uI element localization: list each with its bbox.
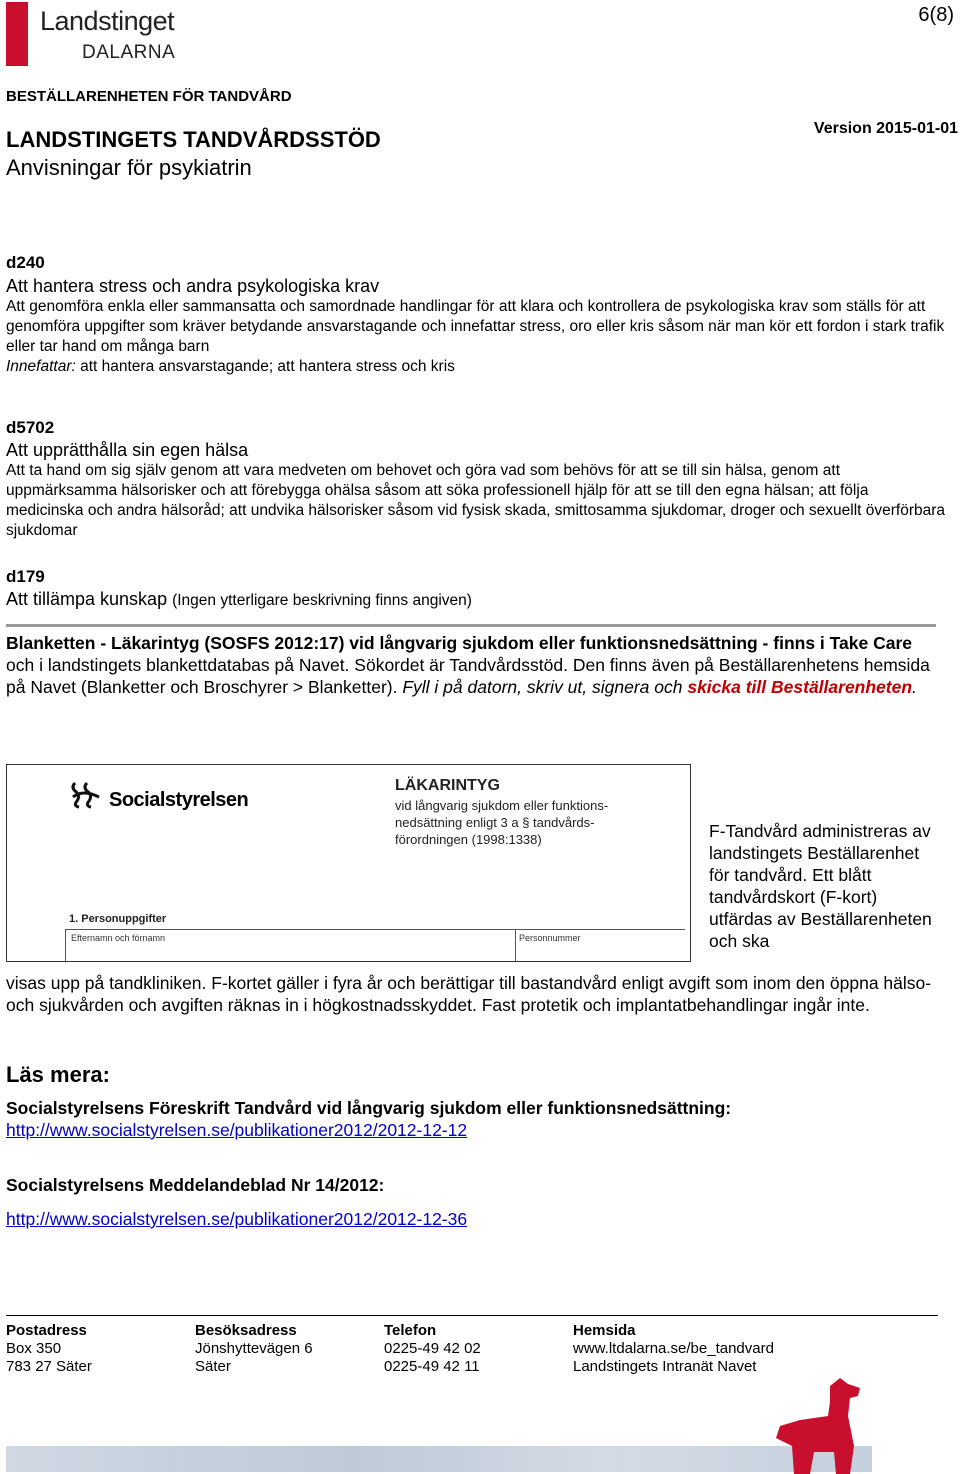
socialstyrelsen-logo-icon [69, 779, 103, 809]
f-tandvard-text: F-Tandvård administreras av landstingets Beställarenhet för tandvård. Ett blått tandvårdskort (F-kort) utfärdas av Beställarenheten och ska [709, 821, 932, 951]
unit-name: BESTÄLLARENHETEN FÖR TANDVÅRD [6, 88, 292, 105]
form-rule [65, 929, 685, 930]
footer-line: Landstingets Intranät Navet [573, 1358, 757, 1375]
includes-text: att hantera ansvarstagande; att hantera stress och kris [75, 358, 455, 375]
divider [6, 624, 936, 627]
form-field-label: Efternamn och förnamn [71, 933, 166, 943]
section-text: Att genomföra enkla eller sammansatta och samordnade handlingar för att klara och kontrollera de psykologiska krav som ställs för att genomföra uppgifter som kräver betydande ansvarstagande och innefattar stress, oro eller kris såsom när man kör ett fordon i stark trafik eller tar hand om många barn [6, 298, 945, 355]
page-number: 6(8) [918, 4, 954, 26]
form-section-title: 1. Personuppgifter [69, 913, 167, 925]
footer-visit [195, 1322, 313, 1376]
document-title: LANDSTINGETS TANDVÅRDSSTÖD [6, 127, 381, 152]
logo-name: Landstinget [40, 6, 175, 36]
socialstyrelsen-name: Socialstyrelsen [109, 789, 249, 811]
footer-postal [6, 1322, 92, 1376]
logo-region: DALARNA [82, 42, 176, 63]
footer-heading: Hemsida [573, 1322, 636, 1339]
section-code: d179 [6, 567, 45, 586]
footer-phone [384, 1322, 481, 1376]
section-description: Att ta hand om sig själv genom att vara medveten om behovet och göra vad som behövs för att se till sin hälsa, genom att uppmärksamma hälsorisker och att förebygga ohälsa såsom att söka professionell hjälp för att se till den egna hälsan; att följa medicinska och andra hälsoråd; att undvika hälsorisker såsom vid fysisk skada, smittosamma sjukdomar, droger och sexuellt överförbara sjukdomar [6, 462, 946, 539]
blankett-send-to: skicka till Beställarenheten [687, 677, 913, 697]
reference-link[interactable]: http://www.socialstyrelsen.se/publikationer2012/2012-12-12 [6, 1120, 468, 1140]
blankett-instruction: Fyll i på datorn, skriv ut, signera och [402, 677, 688, 697]
f-kort-text: visas upp på tandkliniken. F-kortet gäller i fyra år och berättigar till bastandvård enligt avgift som inom den öppna hälso- och sjukvården och avgiften räknas in i högkostnadsskyddet. Fast protetik och implantatbehandlingar ingår inte. [6, 973, 932, 1015]
section-heading: Att tillämpa kunskap [6, 589, 168, 609]
footer-rule [6, 1315, 938, 1316]
read-more-heading: Läs mera: [6, 1062, 110, 1087]
footer-line: 0225-49 42 02 [384, 1340, 481, 1357]
dala-horse-icon [770, 1376, 880, 1474]
lakarintyg-form-image [6, 764, 691, 962]
version-label: Version 2015-01-01 [813, 120, 958, 137]
logo-mark [6, 2, 28, 66]
reference-title: Socialstyrelsens Meddelandeblad Nr 14/2012: [6, 1175, 385, 1195]
section-description [6, 297, 946, 377]
footer-heading: Telefon [384, 1322, 437, 1339]
document-subtitle: Anvisningar för psykiatrin [6, 155, 252, 180]
footer-line: Box 350 [6, 1340, 62, 1357]
section-heading: Att hantera stress och andra psykologiska krav [6, 276, 380, 296]
section-code: d5702 [6, 418, 55, 437]
section-note: (Ingen ytterligare beskrivning finns angiven) [172, 592, 472, 609]
blankett-text: och i landstingets blankettdatabas på Navet. Sökordet är Tandvårdsstöd. Den finns även på Beställarenhetens hemsida på Navet (Blanketter och Broschyrer > Blanketter). [6, 655, 930, 697]
footer-heading: Besöksadress [195, 1322, 297, 1339]
form-subtitle: vid långvarig sjukdom eller funktions-nedsättning enligt 3 a § tandvårds-förordningen (1998:1338) [395, 798, 609, 847]
footer-band [6, 1446, 872, 1472]
reference-link[interactable]: http://www.socialstyrelsen.se/publikationer2012/2012-12-36 [6, 1209, 468, 1229]
includes-label: Innefattar: [6, 358, 76, 375]
form-rule [65, 929, 66, 962]
blankett-lead: Blanketten - Läkarintyg (SOSFS 2012:17) vid långvarig sjukdom eller funktionsnedsättning - finns i Take Care [6, 633, 913, 653]
footer-heading: Postadress [6, 1322, 87, 1339]
footer-line: www.ltdalarna.se/be_tandvard [573, 1340, 774, 1357]
footer-line: 0225-49 42 11 [384, 1358, 480, 1375]
footer-line: Säter [195, 1358, 231, 1375]
form-field-label: Personnummer [519, 933, 581, 943]
form-rule [515, 929, 516, 962]
section-code: d240 [6, 253, 45, 272]
section-heading-line [6, 589, 472, 610]
reference-title: Socialstyrelsens Föreskrift Tandvård vid långvarig sjukdom eller funktionsnedsättning: [6, 1098, 732, 1118]
footer-line: Jönshyttevägen 6 [195, 1340, 313, 1357]
blankett-end: . [912, 677, 917, 697]
form-title: LÄKARINTYG [395, 777, 500, 794]
footer-web [573, 1322, 774, 1376]
landstinget-logo [6, 2, 186, 68]
section-heading: Att upprätthålla sin egen hälsa [6, 440, 249, 460]
footer-line: 783 27 Säter [6, 1358, 92, 1375]
blankett-paragraph [6, 632, 936, 698]
